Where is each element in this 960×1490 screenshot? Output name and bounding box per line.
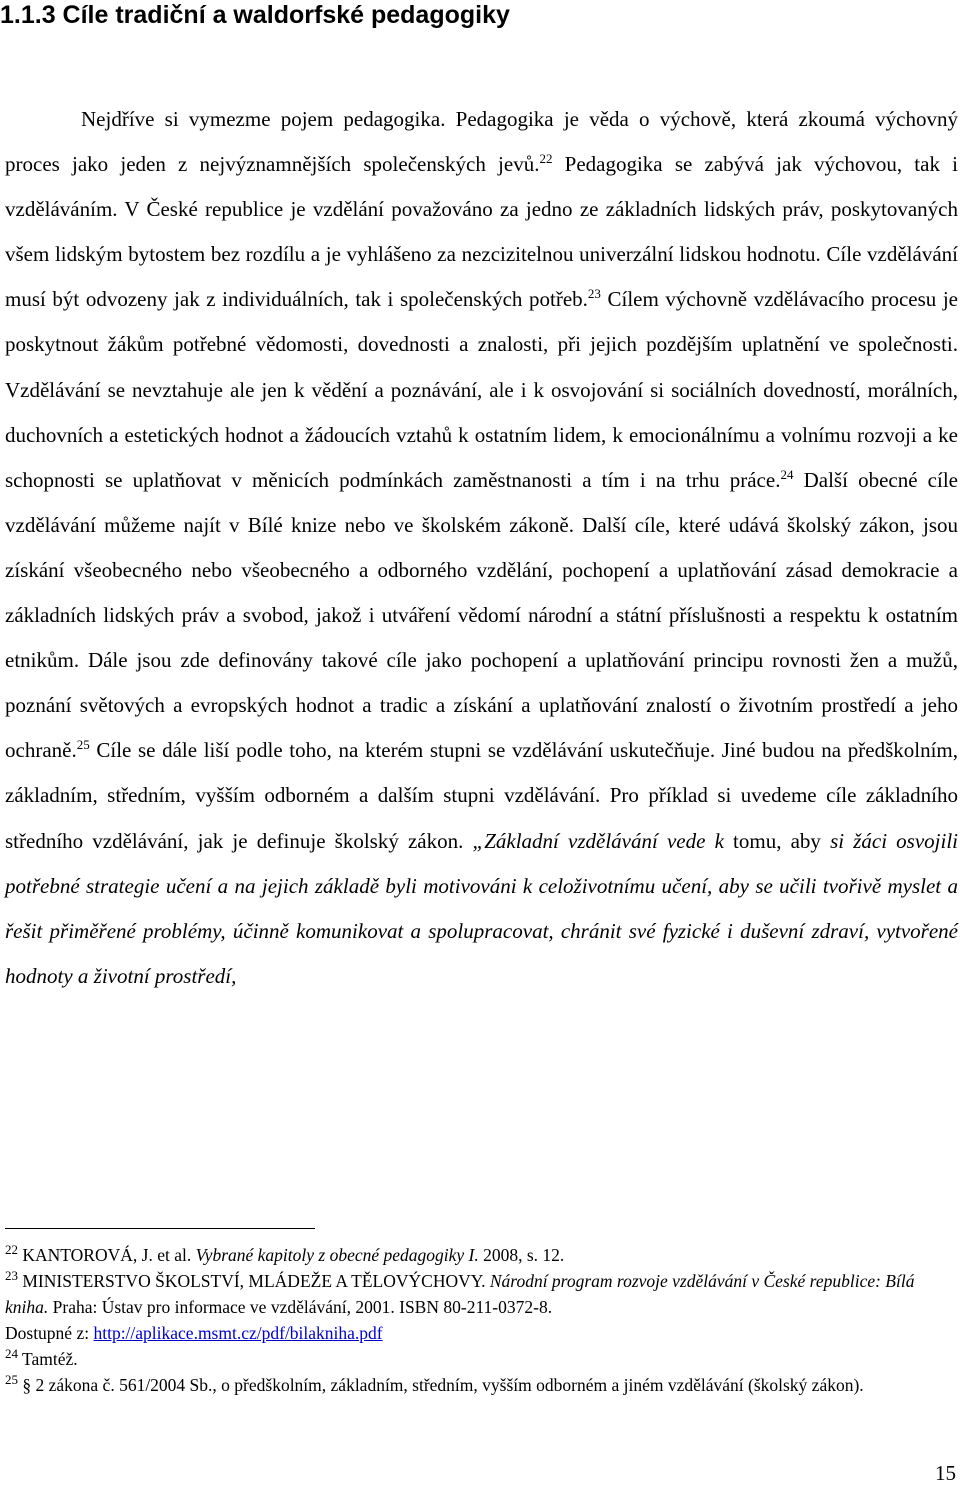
paragraph-text: Pedagogika se zabývá jak výchovou, tak i vzděláváním. V České republice je vzdělání považováno za jedno ze základních lidských práv, poskytovaných všem lidským bytostem bez rozdílu a je vyhlášeno za nezcizitelnou univerzální lidskou hodnotu. Cíle vzdělávání musí být odvozeny jak z individuálních, tak i společenských potřeb.	[5, 152, 958, 312]
footnote-title: Národní program rozvoje vzdělávání v České republice: Bílá kniha.	[5, 1271, 915, 1317]
footnote-text: § 2 zákona č. 561/2004 Sb., o předškolním, základním, středním, vyšším odborném a jiném vzdělávání (školský zákon).	[18, 1375, 864, 1395]
footnote-number: 22	[5, 1242, 18, 1257]
footnote-number: 24	[5, 1346, 18, 1361]
footnote-ref-22[interactable]: 22	[539, 151, 553, 167]
footnote-ref-25[interactable]: 25	[76, 737, 90, 753]
quotation-text: „Základní vzdělávání vede k	[472, 828, 724, 853]
body-paragraph	[5, 97, 958, 999]
footnote-23	[5, 1268, 955, 1346]
paragraph-text: Cílem výchovně vzdělávacího procesu je poskytnout žákům potřebné vědomosti, dovednosti a znalosti, při jejich pozdějším uplatnění ve společnosti. Vzdělávání se nevztahuje ale jen k vědění a poznávání, ale i k osvojování si sociálních dovedností, morálních, duchovních a estetických hodnot a žádoucích vztahů k ostatním lidem, k emocionálnímu a volnímu rozvoji a ke schopnosti se uplatňovat v měnicích podmínkách zaměstnanosti a tím i na trhu práce.	[5, 287, 958, 492]
paragraph-text: tomu, aby	[723, 828, 831, 853]
footnote-number: 25	[5, 1372, 18, 1387]
footnote-text: KANTOROVÁ, J. et al.	[18, 1245, 196, 1265]
footnote-number: 23	[5, 1268, 18, 1283]
paragraph-text: Další obecné cíle vzdělávání můžeme najít v Bílé knize nebo ve školském zákoně. Další cíle, které udává školský zákon, jsou získání všeobecného nebo všeobecného a odborného vzdělání, pochopení a uplatňování zásad demokracie a základních lidských práv a svobod, jakož i utváření vědomí národní a státní příslušnosti a respektu k ostatním etnikům. Dále jsou zde definovány takové cíle jako pochopení a uplatňování principu rovnosti žen a mužů, poznání světových a evropských hodnot a tradic a získání a uplatňování znalostí o životním prostředí a jeho ochraně.	[5, 467, 958, 763]
footnote-ref-24[interactable]: 24	[780, 466, 794, 482]
footnote-separator	[5, 1228, 315, 1229]
footnote-25	[5, 1372, 955, 1398]
paragraph-text: Cíle se dále liší podle toho, na kterém stupni se vzdělávání uskutečňuje. Jiné budou na předškolním, základním, středním, vyšším odborném a dalším stupni vzdělávání. Pro příklad si uvedeme cíle základního středního vzdělávání, jak je definuje školský zákon.	[5, 738, 958, 853]
footnote-text: 2008, s. 12.	[478, 1245, 565, 1265]
section-heading: 1.1.3 Cíle tradiční a waldorfské pedagogiky	[0, 1, 510, 29]
footnote-24	[5, 1346, 955, 1372]
quotation-text: si žáci osvojili potřebné strategie učení a na jejich základě byli motivováni k celoživotnímu učení, aby se učili tvořivě myslet a řešit přiměřené problémy, účinně komunikovat a spolupracovat, chránit své fyzické i duševní zdraví, vytvořené hodnoty a životní prostředí,	[5, 828, 959, 988]
page-number: 15	[935, 1461, 956, 1485]
footnote-text: Praha: Ústav pro informace ve vzdělávání, 2001. ISBN 80-211-0372-8.	[48, 1297, 553, 1317]
footnote-text: Dostupné z:	[5, 1323, 94, 1343]
footnote-22	[5, 1242, 955, 1268]
footnote-text: Tamtéž.	[18, 1349, 78, 1369]
footnote-link[interactable]: http://aplikace.msmt.cz/pdf/bilakniha.pdf	[93, 1323, 383, 1343]
footnote-text: MINISTERSTVO ŠKOLSTVÍ, MLÁDEŽE A TĚLOVÝCHOVY.	[18, 1271, 490, 1291]
footnote-ref-23[interactable]: 23	[587, 286, 601, 302]
footnote-title: Vybrané kapitoly z obecné pedagogiky I.	[195, 1245, 479, 1265]
footnotes	[5, 1242, 955, 1398]
paragraph-text: Nejdříve si vymezme pojem pedagogika. Pedagogika je věda o výchově, která zkoumá výchovný proces jako jeden z nejvýznamnějších společenských jevů.	[5, 107, 958, 177]
